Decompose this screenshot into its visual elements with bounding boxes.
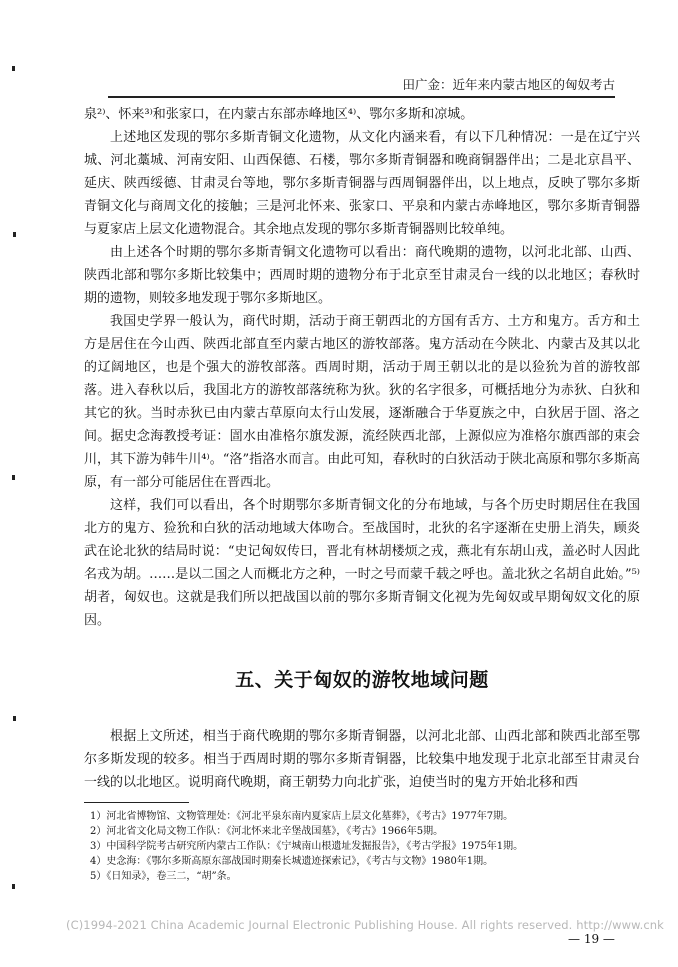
- footnote: 1）河北省博物馆、文物管理处：《河北平泉东南内夏家店上层文化墓葬》，《考古》1977年7期。: [90, 811, 514, 822]
- footnote: 5）《日知录》，卷三二，“胡”条。: [90, 871, 237, 882]
- footnotes: [84, 809, 640, 884]
- margin-mark: [12, 66, 15, 71]
- paragraph: 泉²⁾、怀来³⁾和张家口，在内蒙古东部赤峰地区⁴⁾、鄂尔多斯和凉城。: [84, 107, 474, 122]
- paragraph: 根据上文所述，相当于商代晚期的鄂尔多斯青铜器，以河北北部、山西北部和陕西北部至鄂尔多斯发现的较多。相当于西周时期的鄂尔多斯青铜器，比较集中地发现于北京北部至甘肃灵台一线的以北地区。说明商代晚期，商王朝势力向北扩张，迫使当时的鬼方开始北移和西: [84, 729, 640, 790]
- page-number: — 19 —: [568, 932, 615, 946]
- margin-mark: [12, 884, 15, 889]
- paragraph: 这样，我们可以看出，各个时期鄂尔多斯青铜文化的分布地域，与各个历史时期居住在我国北方的鬼方、猃狁和白狄的活动地域大体吻合。至战国时，北狄的名字逐渐在史册上消失，顾炎武在论北狄的结局时说：“史记匈奴传曰，晋北有林胡楼烦之戎，燕北有东胡山戎，盖必时人因此名戎为胡。……是以二国之人而概北方之种，一时之号而蒙千载之呼也。盖北狄之名胡自此始。”⁵⁾胡者，匈奴也。这就是我们所以把战国以前的鄂尔多斯青铜文化视为先匈奴或早期匈奴文化的原因。: [84, 498, 640, 628]
- footnote: 4）史念海：《鄂尔多斯高原东部战国时期秦长城遗迹探索记》，《考古与文物》1980年1期。: [90, 856, 494, 867]
- header-rule: [108, 96, 615, 98]
- paragraph: 我国史学界一般认为，商代时期，活动于商王朝西北的方国有舌方、土方和鬼方。舌方和土方是居住在今山西、陕西北部直至内蒙古地区的游牧部落。鬼方活动在今陕北、内蒙古及其以北的辽阔地区，也是个强大的游牧部落。西周时期，活动于周王朝以北的是以猃狁为首的游牧部落。进入春秋以后，我国北方的游牧部落统称为狄。狄的名字很多，可概括地分为赤狄、白狄和其它的狄。当时赤狄已由内蒙古草原向太行山发展，逐渐融合于华夏族之中，白狄居于圁、洛之间。据史念海教授考证：圁水由准格尔旗发源，流经陕西北部，上源似应为准格尔旗西部的束会川，其下游为韩牛川⁴⁾。“洛”指洛水而言。由此可知，春秋时的白狄活动于陕北高原和鄂尔多斯高原，有一部分可能居住在晋西北。: [84, 314, 640, 490]
- margin-mark: [13, 716, 16, 721]
- margin-mark: [12, 475, 15, 480]
- running-header: 田广金：近年来内蒙古地区的匈奴考古: [402, 77, 615, 92]
- footnote-rule: [84, 802, 189, 803]
- section-heading: 五、关于匈奴的游牧地域问题: [235, 669, 489, 691]
- footnote: 3）中国科学院考古研究所内蒙古工作队：《宁城南山根遗址发掘报告》，《考古学报》1975年1期。: [90, 841, 524, 852]
- article-body: [84, 103, 640, 884]
- paragraph: 上述地区发现的鄂尔多斯青铜文化遗物，从文化内涵来看，有以下几种情况：一是在辽宁兴城、河北藁城、河南安阳、山西保德、石楼，鄂尔多斯青铜器和晚商铜器伴出；二是北京昌平、延庆、陕西绥德、甘肃灵台等地，鄂尔多斯青铜器与西周铜器伴出，以上地点，反映了鄂尔多斯青铜文化与商周文化的接触；三是河北怀来、张家口、平泉和内蒙古赤峰地区，鄂尔多斯青铜器与夏家店上层文化遗物混合。其余地点发现的鄂尔多斯青铜器则比较单纯。: [84, 130, 640, 237]
- footnote: 2）河北省文化局文物工作队：《河北怀来北辛堡战国墓》，《考古》1966年5期。: [90, 826, 444, 837]
- paragraph: 由上述各个时期的鄂尔多斯青铜文化遗物可以看出：商代晚期的遗物，以河北北部、山西、陕西北部和鄂尔多斯比较集中；西周时期的遗物分布于北京至甘肃灵台一线的以北地区；春秋时期的遗物，则较多地发现于鄂尔多斯地区。: [84, 245, 640, 306]
- margin-mark: [13, 232, 16, 237]
- copyright-watermark: (C)1994-2021 China Academic Journal Electronic Publishing House. All rights reserved. http://www.cnk: [66, 918, 664, 932]
